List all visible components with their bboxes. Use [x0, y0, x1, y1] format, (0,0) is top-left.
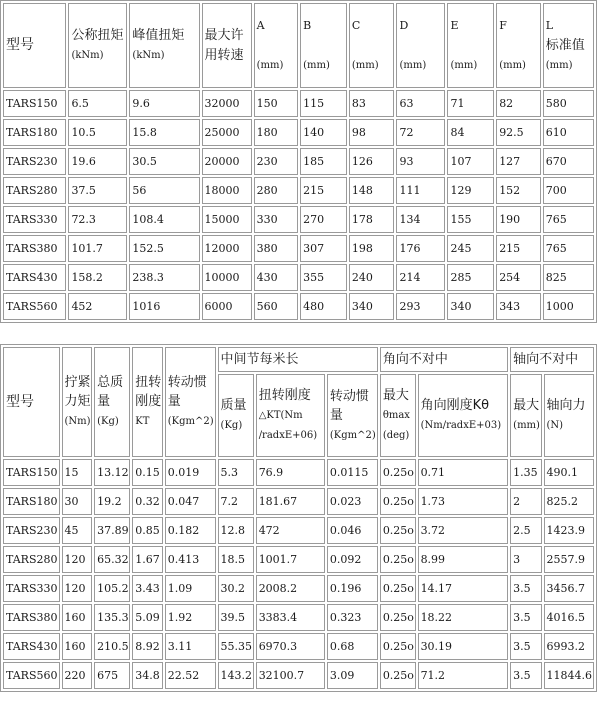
value-cell: 98: [349, 119, 395, 146]
value-cell: 107: [447, 148, 494, 175]
value-cell: 0.68: [327, 633, 378, 660]
header-row: [3, 3, 594, 88]
header-max-speed: 最大许用转速: [202, 3, 252, 88]
value-cell: 93: [396, 148, 445, 175]
value-cell: 63: [396, 90, 445, 117]
model-cell: TARS330: [3, 575, 60, 602]
value-cell: 120: [62, 575, 93, 602]
header-angular-stiffness: 角向刚度Kθ (Nm/radxE+03): [418, 374, 509, 457]
value-cell: 3.43: [132, 575, 163, 602]
value-cell: 6970.3: [256, 633, 325, 660]
value-cell: 83: [349, 90, 395, 117]
table-row: [3, 119, 594, 146]
value-cell: 3: [510, 546, 541, 573]
value-cell: 30: [62, 488, 93, 515]
header-mid-inertia: 转动惯量 (Kgm^2): [327, 374, 378, 457]
value-cell: 181.67: [256, 488, 325, 515]
value-cell: 143.2: [218, 662, 254, 689]
header-angular-group: 角向不对中: [380, 347, 508, 372]
value-cell: 126: [349, 148, 395, 175]
table-row: [3, 517, 594, 544]
value-cell: 72.3: [68, 206, 127, 233]
value-cell: 765: [543, 235, 594, 262]
value-cell: 185: [300, 148, 347, 175]
value-cell: 0.0115: [327, 459, 378, 486]
model-cell: TARS180: [3, 488, 60, 515]
value-cell: 55.35: [218, 633, 254, 660]
value-cell: 56: [129, 177, 199, 204]
value-cell: 7.2: [218, 488, 254, 515]
value-cell: 9.6: [129, 90, 199, 117]
value-cell: 355: [300, 264, 347, 291]
value-cell: 307: [300, 235, 347, 262]
group-header-row: [3, 347, 594, 372]
value-cell: 293: [396, 293, 445, 320]
value-cell: 140: [300, 119, 347, 146]
header-a: A (mm): [254, 3, 299, 88]
value-cell: 0.25o: [380, 517, 416, 544]
model-cell: TARS430: [3, 264, 66, 291]
value-cell: 343: [496, 293, 541, 320]
value-cell: 148: [349, 177, 395, 204]
value-cell: 1000: [543, 293, 594, 320]
value-cell: 765: [543, 206, 594, 233]
value-cell: 6000: [202, 293, 252, 320]
model-cell: TARS380: [3, 235, 66, 262]
model-cell: TARS230: [3, 148, 66, 175]
value-cell: 480: [300, 293, 347, 320]
value-cell: 0.023: [327, 488, 378, 515]
value-cell: 18.22: [418, 604, 509, 631]
value-cell: 340: [349, 293, 395, 320]
model-cell: TARS280: [3, 177, 66, 204]
value-cell: 82: [496, 90, 541, 117]
value-cell: 32000: [202, 90, 252, 117]
table-row: [3, 459, 594, 486]
value-cell: 37.5: [68, 177, 127, 204]
value-cell: 245: [447, 235, 494, 262]
value-cell: 5.09: [132, 604, 163, 631]
model-cell: TARS150: [3, 459, 60, 486]
value-cell: 108.4: [129, 206, 199, 233]
value-cell: 675: [94, 662, 130, 689]
value-cell: 6993.2: [544, 633, 595, 660]
value-cell: 560: [254, 293, 299, 320]
value-cell: 1.09: [165, 575, 216, 602]
value-cell: 0.019: [165, 459, 216, 486]
value-cell: 0.182: [165, 517, 216, 544]
value-cell: 13.12: [94, 459, 130, 486]
value-cell: 176: [396, 235, 445, 262]
value-cell: 0.092: [327, 546, 378, 573]
value-cell: 65.32: [94, 546, 130, 573]
value-cell: 0.25o: [380, 633, 416, 660]
header-model: 型号: [3, 3, 66, 88]
model-cell: TARS180: [3, 119, 66, 146]
value-cell: 670: [543, 148, 594, 175]
value-cell: 1.67: [132, 546, 163, 573]
value-cell: 12000: [202, 235, 252, 262]
value-cell: 825: [543, 264, 594, 291]
value-cell: 2008.2: [256, 575, 325, 602]
value-cell: 3.72: [418, 517, 509, 544]
value-cell: 72: [396, 119, 445, 146]
value-cell: 3.5: [510, 633, 541, 660]
value-cell: 220: [62, 662, 93, 689]
value-cell: 340: [447, 293, 494, 320]
value-cell: 198: [349, 235, 395, 262]
value-cell: 2: [510, 488, 541, 515]
value-cell: 0.047: [165, 488, 216, 515]
table-row: [3, 264, 594, 291]
value-cell: 134: [396, 206, 445, 233]
value-cell: 0.25o: [380, 488, 416, 515]
value-cell: 215: [496, 235, 541, 262]
model-cell: TARS280: [3, 546, 60, 573]
value-cell: 238.3: [129, 264, 199, 291]
model-cell: TARS430: [3, 633, 60, 660]
value-cell: 580: [543, 90, 594, 117]
header-f: F (mm): [496, 3, 541, 88]
value-cell: 120: [62, 546, 93, 573]
table-row: [3, 177, 594, 204]
header-b: B (mm): [300, 3, 347, 88]
value-cell: 76.9: [256, 459, 325, 486]
header-axial-force: 轴向力 (N): [544, 374, 595, 457]
value-cell: 30.19: [418, 633, 509, 660]
value-cell: 214: [396, 264, 445, 291]
table-row: [3, 488, 594, 515]
header-mid-mass: 质量 (Kg): [218, 374, 254, 457]
value-cell: 380: [254, 235, 299, 262]
value-cell: 0.25o: [380, 459, 416, 486]
model-cell: TARS560: [3, 293, 66, 320]
header-angular-max: 最大 θmax (deg): [380, 374, 416, 457]
value-cell: 3383.4: [256, 604, 325, 631]
model-cell: TARS230: [3, 517, 60, 544]
value-cell: 3.09: [327, 662, 378, 689]
value-cell: 30.5: [129, 148, 199, 175]
value-cell: 39.5: [218, 604, 254, 631]
value-cell: 825.2: [544, 488, 595, 515]
value-cell: 3456.7: [544, 575, 595, 602]
header-inertia: 转动惯量 (Kgm^2): [165, 347, 216, 457]
value-cell: 129: [447, 177, 494, 204]
header-mid-section-group: 中间节每米长: [218, 347, 378, 372]
value-cell: 3.11: [165, 633, 216, 660]
value-cell: 0.32: [132, 488, 163, 515]
value-cell: 10000: [202, 264, 252, 291]
header-tight-torque: 拧紧力矩 (Nm): [62, 347, 93, 457]
value-cell: 1.92: [165, 604, 216, 631]
table-row: [3, 90, 594, 117]
value-cell: 0.15: [132, 459, 163, 486]
value-cell: 180: [254, 119, 299, 146]
value-cell: 22.52: [165, 662, 216, 689]
value-cell: 0.413: [165, 546, 216, 573]
table-row: [3, 293, 594, 320]
header-c: C (mm): [349, 3, 395, 88]
value-cell: 240: [349, 264, 395, 291]
value-cell: 254: [496, 264, 541, 291]
value-cell: 6.5: [68, 90, 127, 117]
value-cell: 11844.6: [544, 662, 595, 689]
table-row: [3, 604, 594, 631]
table-row: [3, 546, 594, 573]
value-cell: 0.25o: [380, 604, 416, 631]
value-cell: 18000: [202, 177, 252, 204]
value-cell: 610: [543, 119, 594, 146]
value-cell: 0.25o: [380, 662, 416, 689]
value-cell: 34.8: [132, 662, 163, 689]
value-cell: 8.92: [132, 633, 163, 660]
value-cell: 3.5: [510, 575, 541, 602]
value-cell: 215: [300, 177, 347, 204]
value-cell: 14.17: [418, 575, 509, 602]
model-cell: TARS330: [3, 206, 66, 233]
value-cell: 2557.9: [544, 546, 595, 573]
table-row: [3, 575, 594, 602]
value-cell: 280: [254, 177, 299, 204]
value-cell: 32100.7: [256, 662, 325, 689]
value-cell: 0.196: [327, 575, 378, 602]
value-cell: 0.71: [418, 459, 509, 486]
value-cell: 285: [447, 264, 494, 291]
value-cell: 150: [254, 90, 299, 117]
header-rated-torque: 公称扭矩 (kNm): [68, 3, 127, 88]
value-cell: 155: [447, 206, 494, 233]
value-cell: 25000: [202, 119, 252, 146]
value-cell: 1016: [129, 293, 199, 320]
value-cell: 19.6: [68, 148, 127, 175]
value-cell: 15.8: [129, 119, 199, 146]
value-cell: 0.323: [327, 604, 378, 631]
header-l: L 标准值 (mm): [543, 3, 594, 88]
value-cell: 92.5: [496, 119, 541, 146]
header-total-mass: 总质量 (Kg): [94, 347, 130, 457]
value-cell: 1.35: [510, 459, 541, 486]
value-cell: 20000: [202, 148, 252, 175]
header-axial-group: 轴向不对中: [510, 347, 594, 372]
value-cell: 71: [447, 90, 494, 117]
value-cell: 105.2: [94, 575, 130, 602]
table-row: [3, 148, 594, 175]
value-cell: 12.8: [218, 517, 254, 544]
model-cell: TARS150: [3, 90, 66, 117]
value-cell: 10.5: [68, 119, 127, 146]
value-cell: 190: [496, 206, 541, 233]
table-row: [3, 662, 594, 689]
value-cell: 430: [254, 264, 299, 291]
value-cell: 490.1: [544, 459, 595, 486]
value-cell: 0.25o: [380, 546, 416, 573]
header-peak-torque: 峰值扭矩 (kNm): [129, 3, 199, 88]
value-cell: 0.25o: [380, 575, 416, 602]
value-cell: 3.5: [510, 604, 541, 631]
performance-table: [0, 344, 597, 692]
model-cell: TARS560: [3, 662, 60, 689]
value-cell: 18.5: [218, 546, 254, 573]
header2-model: 型号: [3, 347, 60, 457]
value-cell: 127: [496, 148, 541, 175]
value-cell: 84: [447, 119, 494, 146]
value-cell: 37.89: [94, 517, 130, 544]
value-cell: 19.2: [94, 488, 130, 515]
value-cell: 71.2: [418, 662, 509, 689]
value-cell: 0.046: [327, 517, 378, 544]
value-cell: 8.99: [418, 546, 509, 573]
value-cell: 1001.7: [256, 546, 325, 573]
value-cell: 4016.5: [544, 604, 595, 631]
value-cell: 111: [396, 177, 445, 204]
value-cell: 152: [496, 177, 541, 204]
header-d: D (mm): [396, 3, 445, 88]
model-cell: TARS380: [3, 604, 60, 631]
value-cell: 15: [62, 459, 93, 486]
value-cell: 158.2: [68, 264, 127, 291]
value-cell: 210.5: [94, 633, 130, 660]
table-row: [3, 633, 594, 660]
value-cell: 15000: [202, 206, 252, 233]
value-cell: 30.2: [218, 575, 254, 602]
value-cell: 5.3: [218, 459, 254, 486]
value-cell: 270: [300, 206, 347, 233]
value-cell: 230: [254, 148, 299, 175]
value-cell: 101.7: [68, 235, 127, 262]
dimensions-table: [0, 0, 597, 323]
header-e: E (mm): [447, 3, 494, 88]
value-cell: 135.3: [94, 604, 130, 631]
value-cell: 115: [300, 90, 347, 117]
header-torsional-stiffness: 扭转刚度 KT: [132, 347, 163, 457]
value-cell: 160: [62, 604, 93, 631]
value-cell: 178: [349, 206, 395, 233]
value-cell: 3.5: [510, 662, 541, 689]
table-row: [3, 206, 594, 233]
header-mid-stiffness: 扭转刚度 △KT(Nm /radxE+06): [256, 374, 325, 457]
table-row: [3, 235, 594, 262]
value-cell: 2.5: [510, 517, 541, 544]
header-axial-max: 最大 (mm): [510, 374, 541, 457]
value-cell: 330: [254, 206, 299, 233]
value-cell: 1423.9: [544, 517, 595, 544]
value-cell: 45: [62, 517, 93, 544]
value-cell: 0.85: [132, 517, 163, 544]
value-cell: 152.5: [129, 235, 199, 262]
value-cell: 452: [68, 293, 127, 320]
value-cell: 700: [543, 177, 594, 204]
value-cell: 472: [256, 517, 325, 544]
value-cell: 1.73: [418, 488, 509, 515]
value-cell: 160: [62, 633, 93, 660]
